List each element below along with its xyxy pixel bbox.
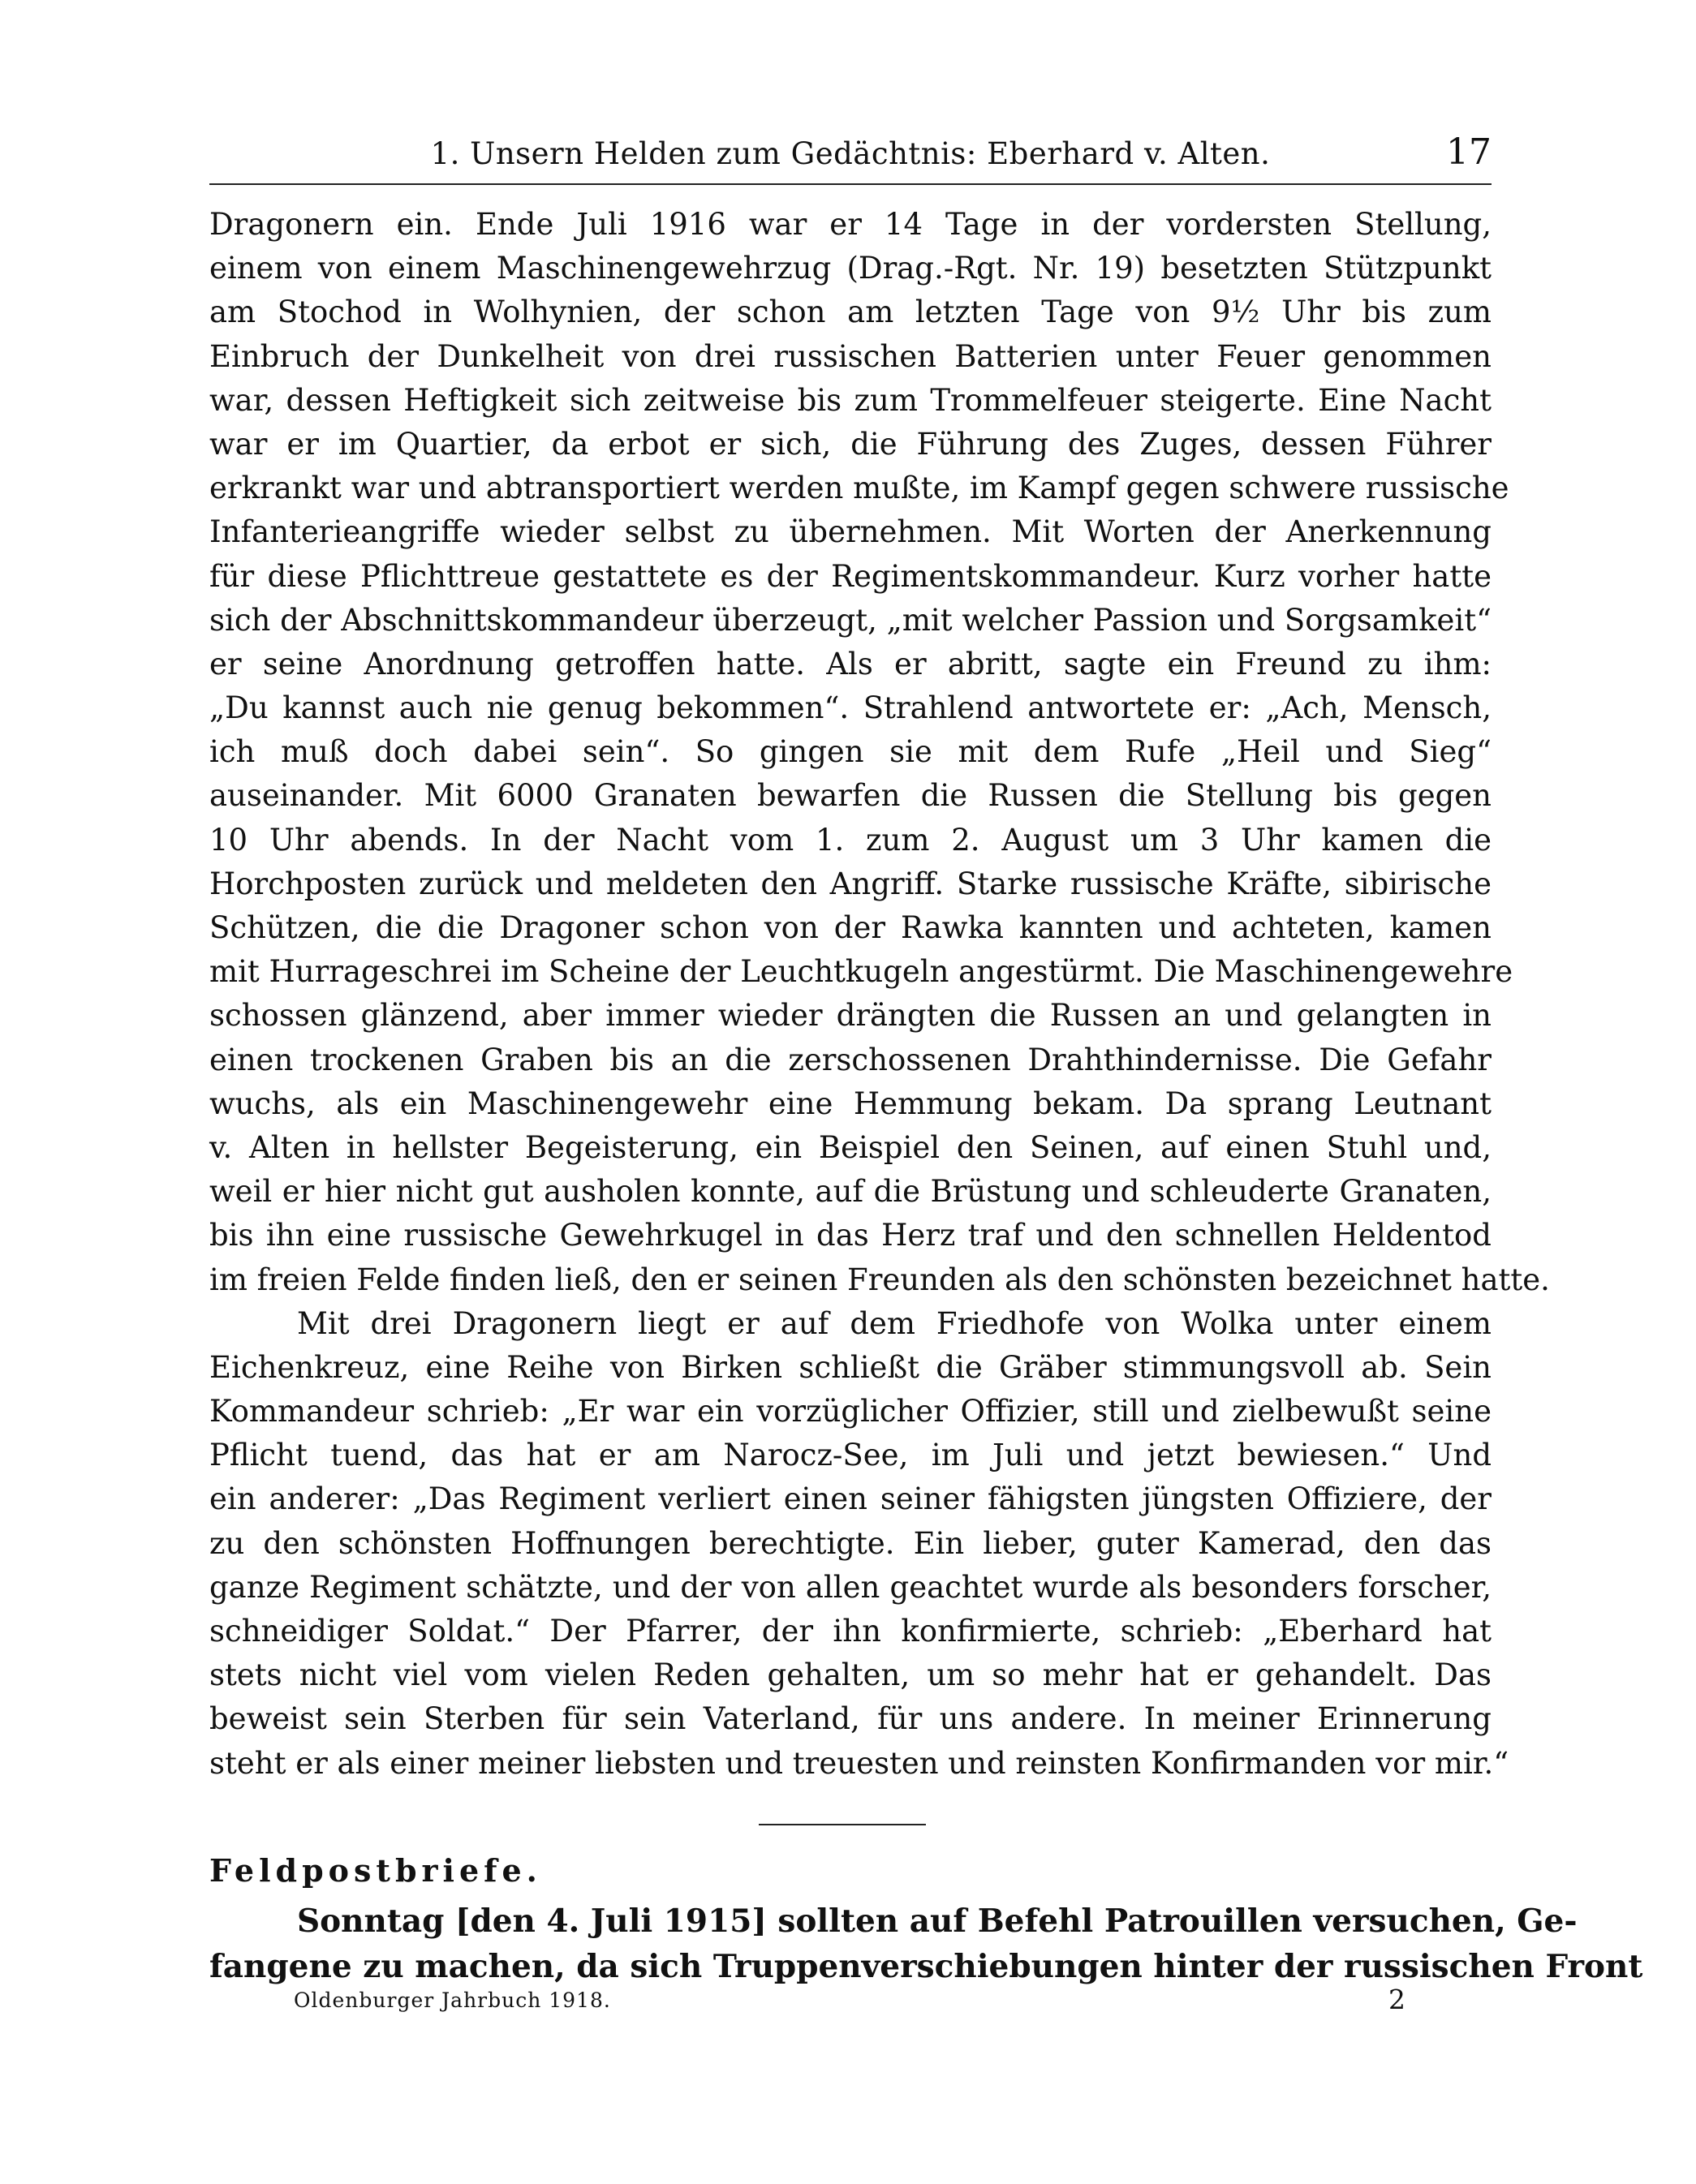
text-line: beweist sein Sterben für sein Vaterland, für uns andere. In meiner Erinnerung — [209, 1701, 1492, 1737]
text-line: war er im Quartier, da erbot er sich, die Führung des Zuges, dessen Führer — [209, 426, 1492, 462]
section-divider — [759, 1824, 926, 1825]
text-line: Sonntag [den 4. Juli 1915] sollten auf Befehl Patrouillen versuchen, Ge- — [297, 1902, 1578, 1940]
text-line: mit Hurrageschrei im Scheine der Leuchtkugeln angestürmt. Die Maschinengewehre — [209, 954, 1513, 990]
text-line: einen trockenen Graben bis an die zerschossenen Drahthindernisse. Die Gefahr — [209, 1042, 1492, 1077]
text-line: einem von einem Maschinengewehrzug (Drag.-Rgt. Nr. 19) besetzten Stützpunkt — [209, 251, 1492, 286]
text-line: Kommandeur schrieb: „Er war ein vorzüglicher Offizier, still und zielbewußt seine — [209, 1394, 1492, 1429]
signature-mark: Oldenburger Jahrbuch 1918. — [294, 1988, 611, 2012]
sheet-number: 2 — [1388, 1984, 1405, 2015]
text-line: stets nicht viel vom vielen Reden gehalten, um so mehr hat er gehandelt. Das — [209, 1657, 1492, 1693]
text-line: schossen glänzend, aber immer wieder drängten die Russen an und gelangten in — [209, 998, 1492, 1034]
text-line: Eichenkreuz, eine Reihe von Birken schließt die Gräber stimmungsvoll ab. Sein — [209, 1349, 1492, 1385]
text-line: ein anderer: „Das Regiment verliert einen seiner fähigsten jüngsten Offiziere, der — [209, 1481, 1492, 1517]
running-title: 1. Unsern Helden zum Gedächtnis: Eberhard v. Alten. — [430, 136, 1271, 171]
text-line: 10 Uhr abends. In der Nacht vom 1. zum 2. August um 3 Uhr kamen die — [209, 822, 1492, 858]
text-line: Mit drei Dragonern liegt er auf dem Friedhofe von Wolka unter einem — [297, 1305, 1492, 1341]
text-line: Dragonern ein. Ende Juli 1916 war er 14 Tage in der vordersten Stellung, — [209, 207, 1492, 242]
text-line: ganze Regiment schätzte, und der von allen geachtet wurde als besonders forscher, — [209, 1569, 1492, 1605]
header-rule — [209, 183, 1492, 185]
text-line: weil er hier nicht gut ausholen konnte, auf die Brüstung und schleuderte Granaten, — [209, 1174, 1492, 1210]
body-text — [209, 203, 1550, 1786]
text-line: Pflicht tuend, das hat er am Narocz-See, im Juli und jetzt bewiesen.“ Und — [209, 1438, 1492, 1473]
text-line: steht er als einer meiner liebsten und treuesten und reinsten Konfirmanden vor mir.“ — [209, 1745, 1509, 1781]
text-line: bis ihn eine russische Gewehrkugel in das Herz traf und den schnellen Heldentod — [209, 1218, 1492, 1253]
text-line: war, dessen Heftigkeit sich zeitweise bis zum Trommelfeuer steigerte. Eine Nacht — [209, 382, 1492, 418]
text-line: Horchposten zurück und meldeten den Angriff. Starke russische Kräfte, sibirische — [209, 866, 1492, 901]
text-line: am Stochod in Wolhynien, der schon am letzten Tage von 9½ Uhr bis zum — [209, 294, 1492, 330]
text-line: fangene zu machen, da sich Truppenverschiebungen hinter der russischen Front — [209, 1948, 1643, 1985]
letter-text — [209, 1898, 1643, 1989]
text-line: auseinander. Mit 6000 Granaten bewarfen die Russen die Stellung bis gegen — [209, 778, 1492, 814]
text-line: schneidiger Soldat.“ Der Pfarrer, der ihn konfirmierte, schrieb: „Eberhard hat — [209, 1614, 1492, 1649]
text-line: „Du kannst auch nie genug bekommen“. Strahlend antwortete er: „Ach, Mensch, — [209, 690, 1492, 726]
text-line: Schützen, die die Dragoner schon von der Rawka kannten und achteten, kamen — [209, 910, 1492, 945]
text-line: sich der Abschnittskommandeur überzeugt, „mit welcher Passion und Sorgsamkeit“ — [209, 602, 1492, 638]
text-line: Infanterieangriffe wieder selbst zu übernehmen. Mit Worten der Anerkennung — [209, 514, 1492, 550]
text-line: im freien Felde finden ließ, den er seinen Freunden als den schönsten bezeichnet hatte. — [209, 1262, 1550, 1297]
text-line: wuchs, als ein Maschinengewehr eine Hemmung bekam. Da sprang Leutnant — [209, 1086, 1492, 1121]
text-line: zu den schönsten Hoffnungen berechtigte. Ein lieber, guter Kamerad, den das — [209, 1525, 1492, 1561]
running-head — [209, 131, 1492, 185]
page-number: 17 — [1446, 131, 1492, 173]
section-heading: Feldpostbriefe. — [209, 1852, 542, 1889]
text-line: erkrankt war und abtransportiert werden mußte, im Kampf gegen schwere russische — [209, 471, 1509, 506]
text-line: er seine Anordnung getroffen hatte. Als er abritt, sagte ein Freund zu ihm: — [209, 646, 1492, 681]
text-line: für diese Pflichttreue gestattete es der Regimentskommandeur. Kurz vorher hatte — [209, 558, 1492, 594]
footer — [294, 1984, 1405, 2021]
text-line: v. Alten in hellster Begeisterung, ein Beispiel den Seinen, auf einen Stuhl und, — [209, 1129, 1492, 1165]
text-line: ich muß doch dabei sein“. So gingen sie mit dem Rufe „Heil und Sieg“ — [209, 734, 1492, 770]
text-line: Einbruch der Dunkelheit von drei russischen Batterien unter Feuer genommen — [209, 338, 1492, 374]
